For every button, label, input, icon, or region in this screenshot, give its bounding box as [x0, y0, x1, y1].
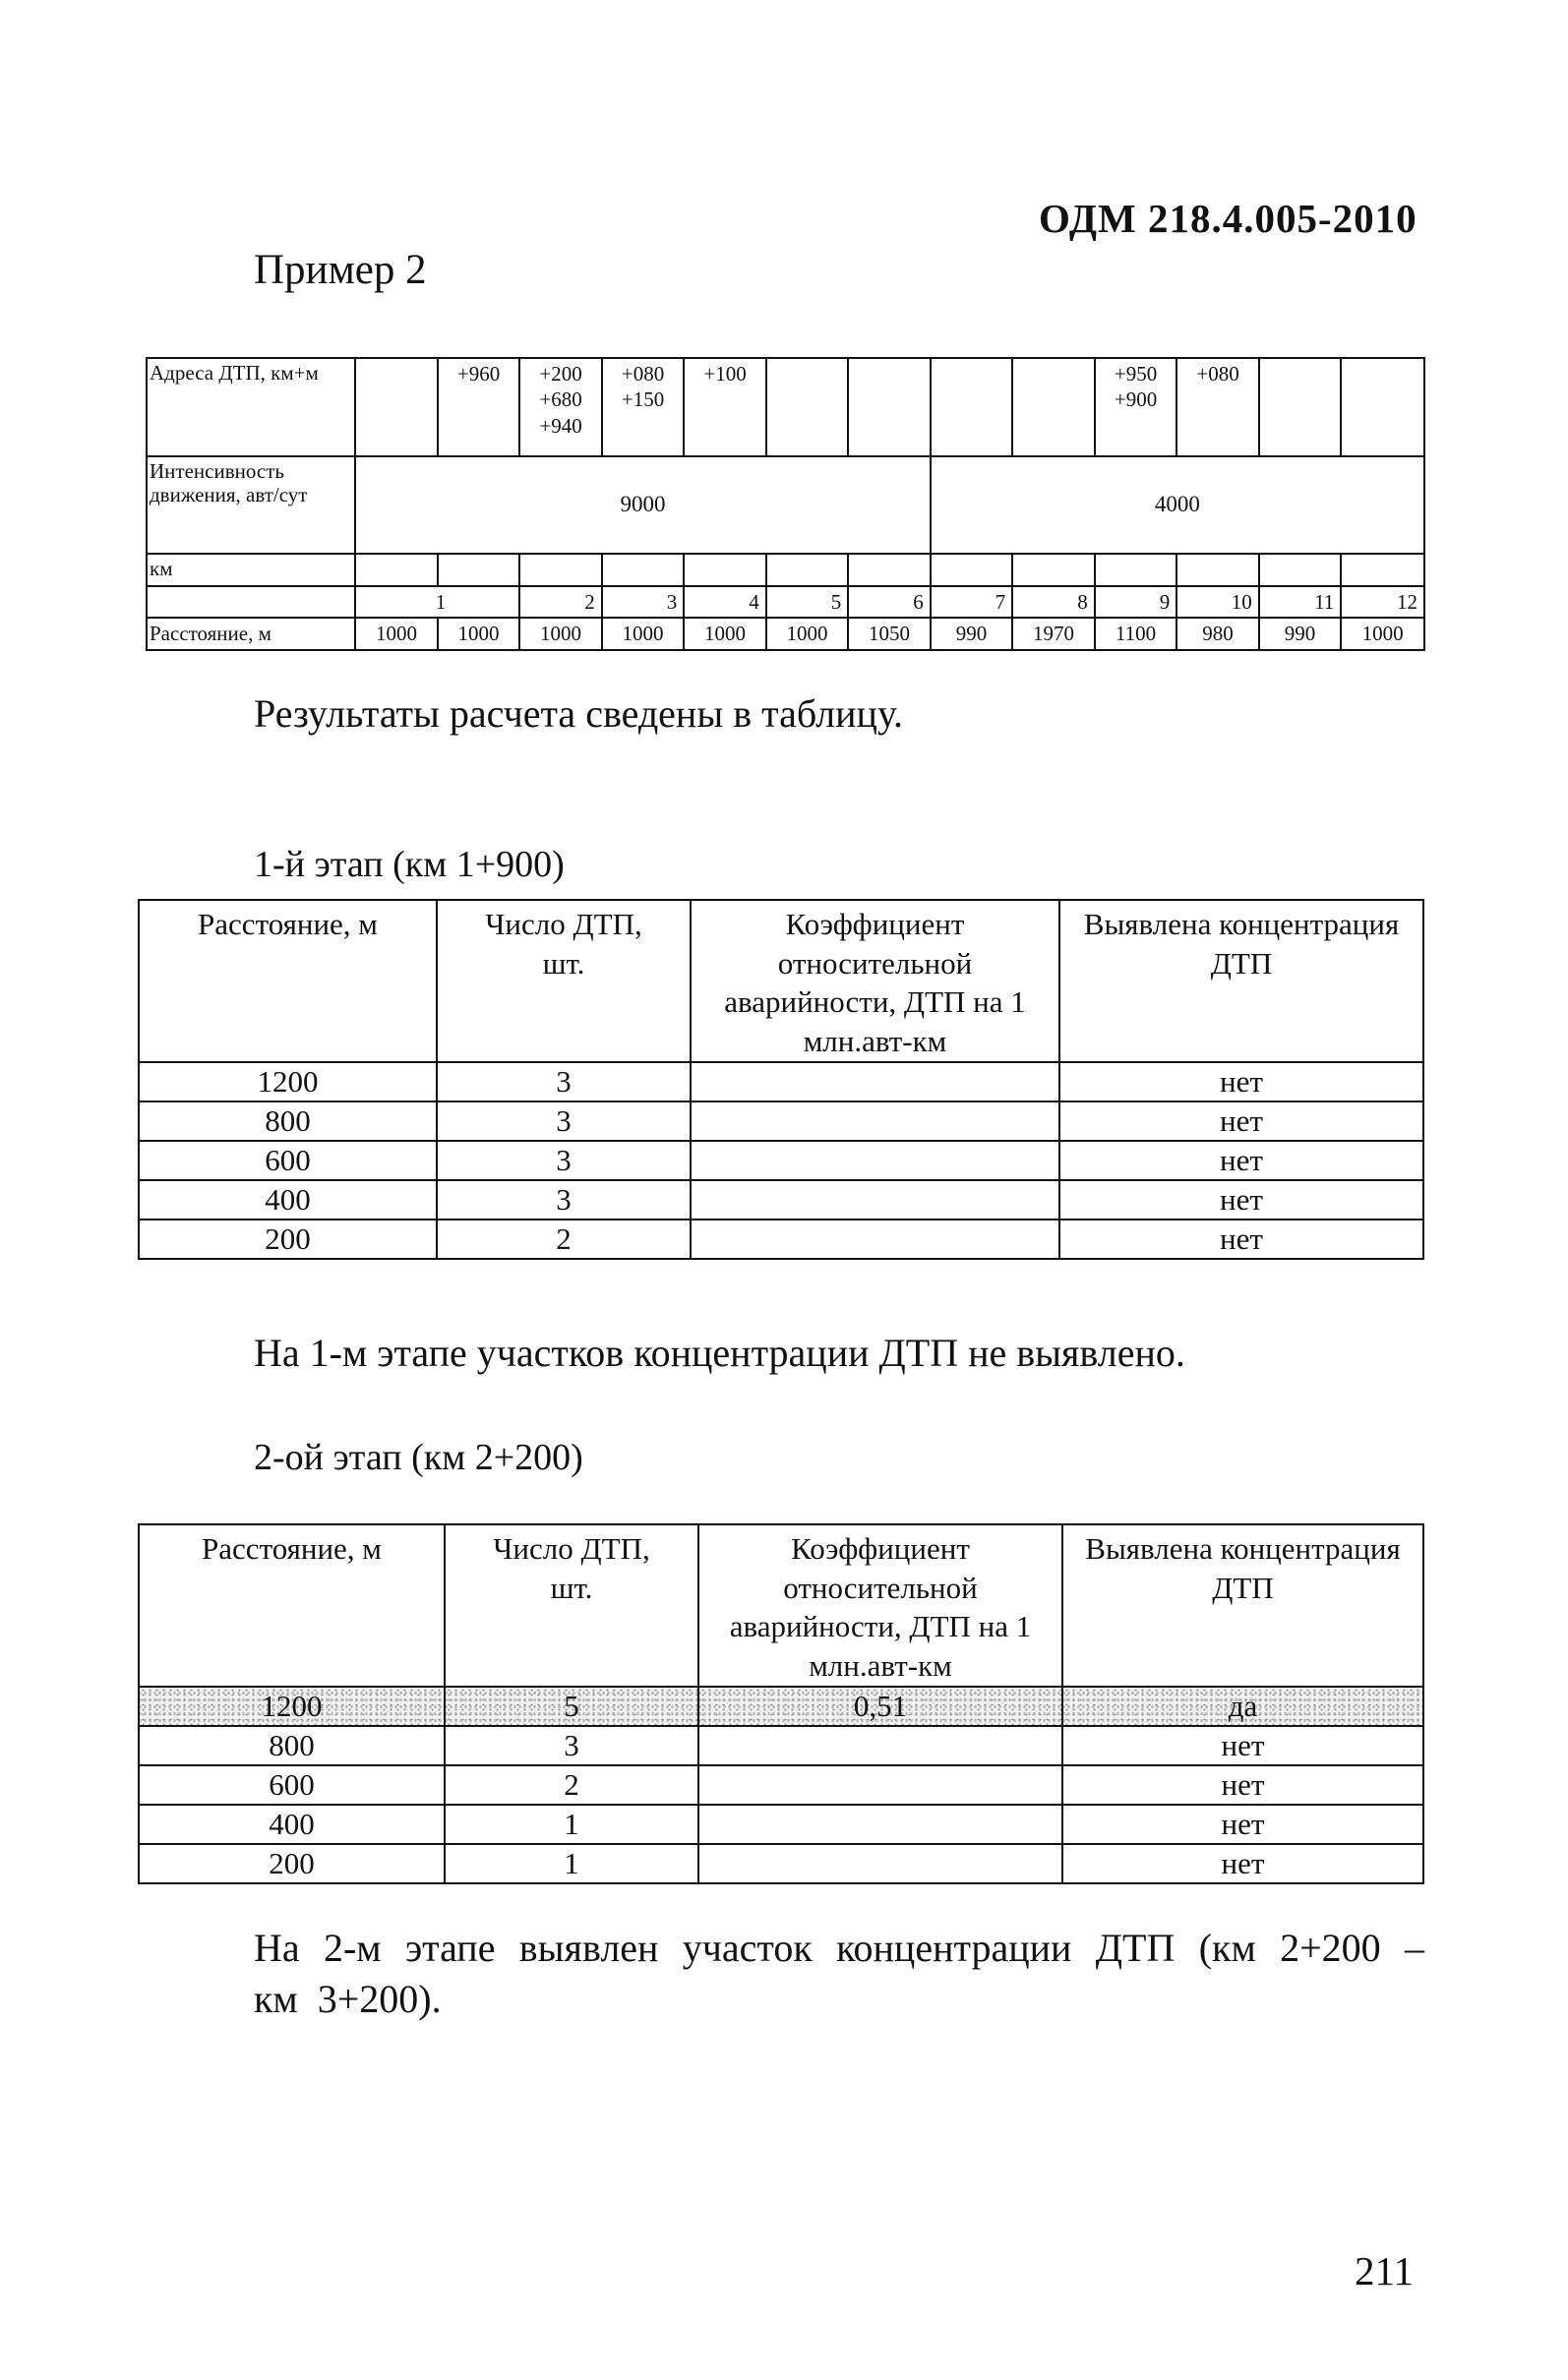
table-row	[139, 1101, 1423, 1141]
table-row	[139, 1180, 1423, 1220]
address-cell	[931, 358, 1013, 456]
section-number: 6	[848, 586, 931, 618]
header-coefficient: Коэффициент относительной аварийности, ДТП на 1 млн.авт-км	[691, 900, 1059, 1062]
concentration-cell: нет	[1062, 1765, 1423, 1805]
page-number: 211	[1355, 2248, 1414, 2293]
accidents-cell: 3	[437, 1180, 691, 1220]
table-row-highlighted	[139, 1687, 1423, 1726]
coefficient-cell	[698, 1726, 1062, 1765]
distance-cell: 600	[139, 1765, 445, 1805]
address-cell	[1259, 358, 1342, 456]
header-concentration: Выявлена концентрация ДТП	[1059, 900, 1423, 1062]
document-code: ОДМ 218.4.005-2010	[1039, 196, 1417, 241]
address-cell: +950 +900	[1095, 358, 1177, 456]
distance-cell: 980	[1176, 618, 1259, 649]
accidents-cell: 3	[437, 1101, 691, 1141]
concentration-cell: да	[1062, 1687, 1423, 1726]
stage2-header-row	[139, 1524, 1423, 1687]
concentration-cell: нет	[1062, 1726, 1423, 1765]
intensity-value: 9000	[355, 456, 931, 554]
km-cell	[438, 554, 520, 586]
coefficient-cell: 0,51	[698, 1687, 1062, 1726]
distance-cell: 800	[139, 1726, 445, 1765]
km-row	[147, 554, 1424, 586]
section-number: 2	[519, 586, 602, 618]
section-number: 4	[684, 586, 766, 618]
concentration-cell: нет	[1059, 1141, 1423, 1180]
address-cell: +100	[684, 358, 766, 456]
km-cell	[519, 554, 602, 586]
distance-cell: 1200	[139, 1062, 437, 1101]
coefficient-cell	[691, 1062, 1059, 1101]
address-cell	[355, 358, 438, 456]
stage1-title: 1-й этап (км 1+900)	[254, 844, 565, 885]
table-row	[139, 1765, 1423, 1805]
accident-address-table	[146, 357, 1425, 651]
table-row	[139, 1062, 1423, 1101]
addresses-row	[147, 358, 1424, 456]
address-cell	[1012, 358, 1095, 456]
accidents-cell: 1	[445, 1844, 698, 1883]
row-label-addresses: Адреса ДТП, км+м	[147, 358, 355, 456]
header-accidents: Число ДТП, шт.	[437, 900, 691, 1062]
stage2-conclusion: На 2-м этапе выявлен участок концентрации ДТП (км 2+200 – км 3+200).	[254, 1926, 1424, 2021]
results-paragraph: Результаты расчета сведены в таблицу.	[254, 691, 903, 736]
table-row	[139, 1805, 1423, 1844]
section-number: 12	[1341, 586, 1424, 618]
accidents-cell: 1	[445, 1805, 698, 1844]
table-row	[139, 1726, 1423, 1765]
table-row	[139, 1220, 1423, 1259]
distance-row	[147, 618, 1424, 649]
example-title: Пример 2	[254, 247, 427, 293]
distance-cell: 1000	[766, 618, 849, 649]
section-number: 1	[355, 586, 519, 618]
address-cell: +080 +150	[602, 358, 685, 456]
concentration-cell: нет	[1059, 1220, 1423, 1259]
km-cell	[1176, 554, 1259, 586]
coefficient-cell	[698, 1765, 1062, 1805]
km-cell	[602, 554, 685, 586]
distance-cell: 1100	[1095, 618, 1177, 649]
header-accidents: Число ДТП, шт.	[445, 1524, 698, 1687]
number-label-blank	[147, 586, 355, 618]
intensity-value: 4000	[931, 456, 1424, 554]
concentration-cell: нет	[1062, 1844, 1423, 1883]
distance-cell: 800	[139, 1101, 437, 1141]
distance-cell: 400	[139, 1180, 437, 1220]
number-row	[147, 586, 1424, 618]
table-row	[139, 1141, 1423, 1180]
km-cell	[1012, 554, 1095, 586]
address-cell	[848, 358, 931, 456]
section-number: 3	[602, 586, 685, 618]
distance-cell: 1000	[684, 618, 766, 649]
distance-cell: 1050	[848, 618, 931, 649]
distance-cell: 1000	[602, 618, 685, 649]
accidents-cell: 5	[445, 1687, 698, 1726]
section-number: 11	[1259, 586, 1342, 618]
distance-cell: 1200	[139, 1687, 445, 1726]
km-cell	[684, 554, 766, 586]
coefficient-cell	[698, 1844, 1062, 1883]
km-cell	[1095, 554, 1177, 586]
section-number: 5	[766, 586, 849, 618]
coefficient-cell	[691, 1220, 1059, 1259]
address-cell: +080	[1176, 358, 1259, 456]
stage2-table	[138, 1523, 1424, 1884]
intensity-row	[147, 456, 1424, 554]
row-label-distance: Расстояние, м	[147, 618, 355, 649]
row-label-km: км	[147, 554, 355, 586]
address-cell: +960	[438, 358, 520, 456]
row-label-intensity: Интенсивность движения, авт/сут	[147, 456, 355, 554]
distance-cell: 1000	[1341, 618, 1424, 649]
distance-cell: 200	[139, 1220, 437, 1259]
concentration-cell: нет	[1059, 1101, 1423, 1141]
section-number: 10	[1176, 586, 1259, 618]
stage1-header-row	[139, 900, 1423, 1062]
section-number: 7	[931, 586, 1013, 618]
coefficient-cell	[691, 1180, 1059, 1220]
km-cell	[1259, 554, 1342, 586]
accidents-cell: 3	[437, 1062, 691, 1101]
coefficient-cell	[691, 1141, 1059, 1180]
header-distance: Расстояние, м	[139, 900, 437, 1062]
address-cell	[1341, 358, 1424, 456]
distance-cell: 1000	[519, 618, 602, 649]
km-cell	[355, 554, 438, 586]
address-cell: +200 +680 +940	[519, 358, 602, 456]
distance-cell: 400	[139, 1805, 445, 1844]
accidents-cell: 2	[437, 1220, 691, 1259]
distance-cell: 1000	[438, 618, 520, 649]
stage2-title: 2-ой этап (км 2+200)	[254, 1437, 583, 1478]
section-number: 9	[1095, 586, 1177, 618]
distance-cell: 1970	[1012, 618, 1095, 649]
coefficient-cell	[698, 1805, 1062, 1844]
distance-cell: 990	[931, 618, 1013, 649]
header-coefficient: Коэффициент относительной аварийности, ДТП на 1 млн.авт-км	[698, 1524, 1062, 1687]
concentration-cell: нет	[1059, 1062, 1423, 1101]
header-distance: Расстояние, м	[139, 1524, 445, 1687]
km-cell	[848, 554, 931, 586]
accidents-cell: 3	[445, 1726, 698, 1765]
km-cell	[931, 554, 1013, 586]
table-row	[139, 1844, 1423, 1883]
distance-cell: 990	[1259, 618, 1342, 649]
distance-cell: 200	[139, 1844, 445, 1883]
stage1-table	[138, 899, 1424, 1260]
distance-cell: 600	[139, 1141, 437, 1180]
accidents-cell: 2	[445, 1765, 698, 1805]
header-concentration: Выявлена концентрация ДТП	[1062, 1524, 1423, 1687]
km-cell	[1341, 554, 1424, 586]
section-number: 8	[1012, 586, 1095, 618]
distance-cell: 1000	[355, 618, 438, 649]
accidents-cell: 3	[437, 1141, 691, 1180]
km-cell	[766, 554, 849, 586]
concentration-cell: нет	[1059, 1180, 1423, 1220]
address-cell	[766, 358, 849, 456]
concentration-cell: нет	[1062, 1805, 1423, 1844]
coefficient-cell	[691, 1101, 1059, 1141]
stage1-conclusion: На 1-м этапе участков концентрации ДТП не выявлено.	[254, 1331, 1185, 1375]
